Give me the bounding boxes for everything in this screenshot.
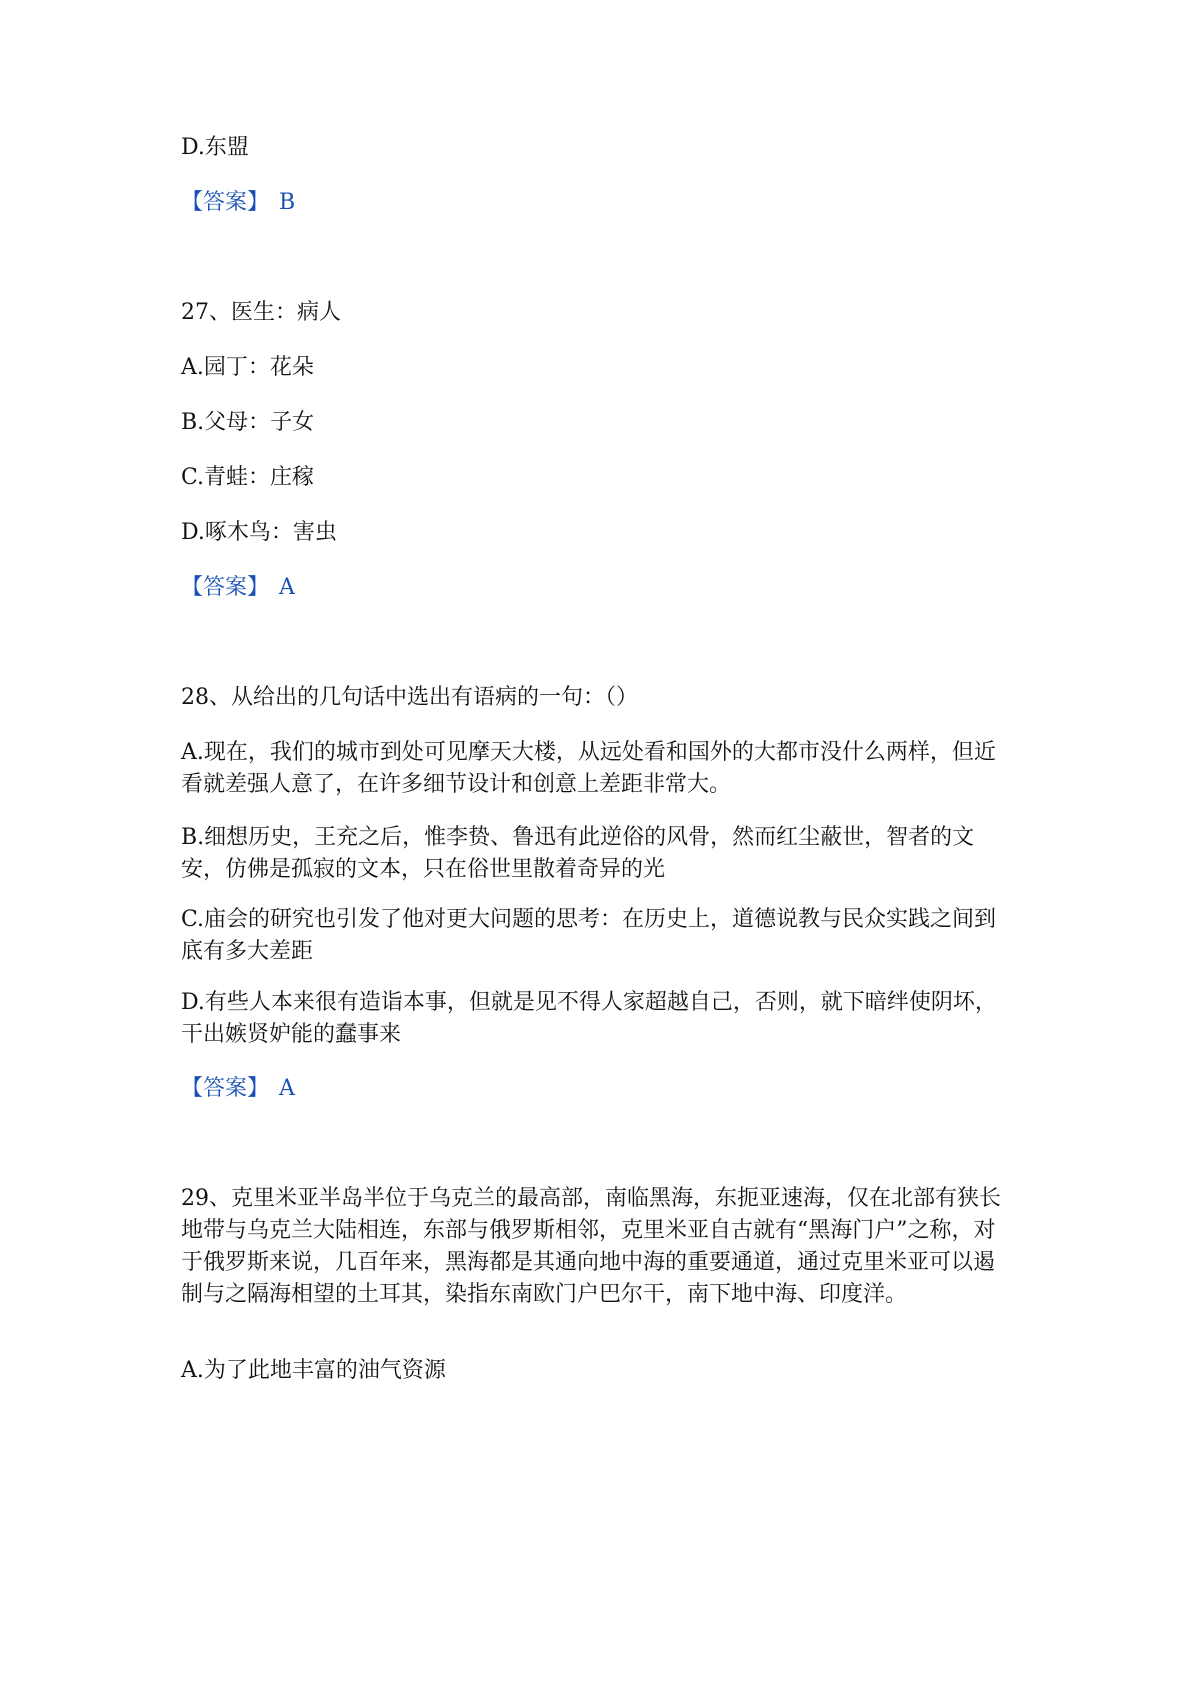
q27-option-a: A.园丁：花朵 xyxy=(181,355,314,380)
q28-option-d: D.有些人本来很有造诣本事，但就是见不得人家超越自己，否则，就下暗绊使阴坏，干出嫉贤妒能的蠢事来 xyxy=(181,990,997,1047)
q28-answer-value: A xyxy=(279,1076,295,1101)
q28-answer xyxy=(181,1073,295,1105)
q26-option-d: D.东盟 xyxy=(181,135,249,160)
q27-answer-label: 【答案】 xyxy=(181,575,270,600)
q26-answer-value: B xyxy=(279,190,296,215)
q27-option-c: C.青蛙：庄稼 xyxy=(181,465,315,490)
q29-option-a: A.为了此地丰富的油气资源 xyxy=(181,1358,446,1383)
q27-answer-value: A xyxy=(279,575,295,600)
q26-answer xyxy=(181,187,295,219)
q29-question: 29、克里米亚半岛半位于乌克兰的最高部，南临黑海，东扼亚速海，仅在北部有狭长地带与乌克兰大陆相连，东部与俄罗斯相邻，克里米亚自古就有“黑海门户”之称，对于俄罗斯来说，几百年来，黑海都是其通向地中海的重要通道，通过克里米亚可以遏制与之隔海相望的土耳其，染指东南欧门户巴尔干，南下地中海、印度洋。 xyxy=(181,1186,1001,1307)
q27-option-d: D.啄木鸟：害虫 xyxy=(181,520,337,545)
q28-question: 28、从给出的几句话中选出有语病的一句：（） xyxy=(181,685,638,710)
q28-option-b: B.细想历史，王充之后，惟李贽、鲁迅有此逆俗的风骨，然而红尘蔽世，智者的文安，仿佛是孤寂的文本，只在俗世里散着奇异的光 xyxy=(181,825,975,882)
q28-option-a: A.现在，我们的城市到处可见摩天大楼，从远处看和国外的大都市没什么两样，但近看就差强人意了，在许多细节设计和创意上差距非常大。 xyxy=(181,740,996,797)
q26-answer-label: 【答案】 xyxy=(181,190,270,215)
q27-question: 27、医生：病人 xyxy=(181,300,341,325)
q28-option-c: C.庙会的研究也引发了他对更大问题的思考：在历史上，道德说教与民众实践之间到底有多大差距 xyxy=(181,907,997,964)
q27-answer xyxy=(181,572,295,604)
q28-answer-label: 【答案】 xyxy=(181,1076,270,1101)
q27-option-b: B.父母：子女 xyxy=(181,410,315,435)
